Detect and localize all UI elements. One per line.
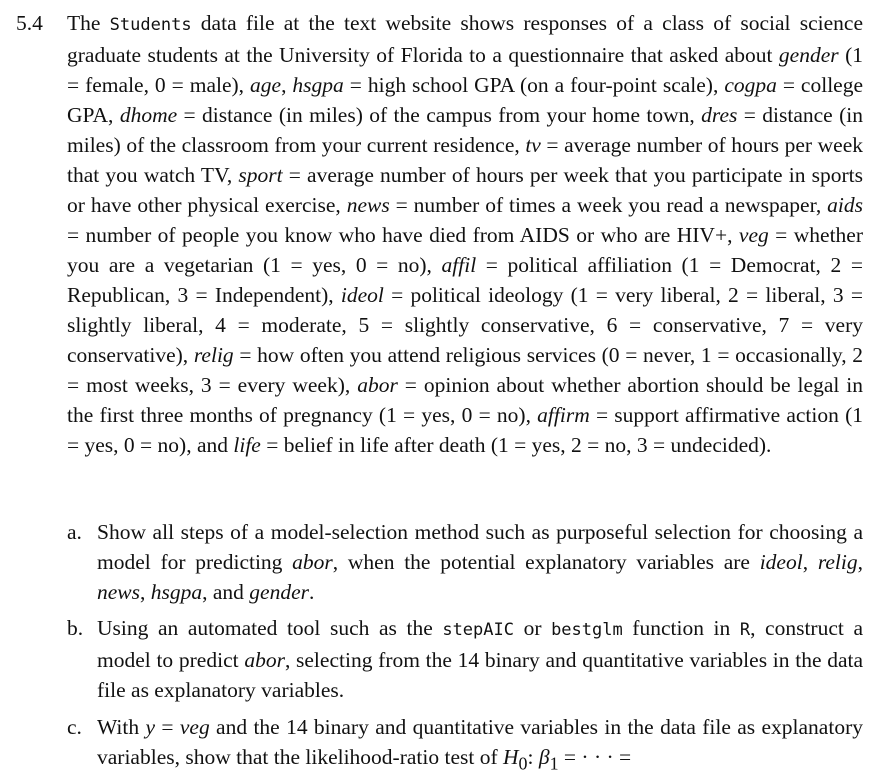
part-label: a. — [67, 520, 82, 544]
text: = · · · = — [558, 745, 632, 769]
var-veg: veg — [179, 715, 210, 739]
part-text — [97, 613, 863, 705]
var-gender: gender — [249, 580, 309, 604]
text: , and — [202, 580, 250, 604]
text: (1 = female, 0 = male), — [67, 43, 863, 97]
text: = high school GPA (on a four-point scale), — [343, 73, 725, 97]
var-dhome: dhome — [119, 103, 178, 127]
text: Show all steps of a model-selection method such as purposeful selection for choosing a model for predicting — [97, 520, 863, 574]
text: : — [527, 745, 539, 769]
text: The — [67, 11, 110, 35]
text: = distance (in miles) of the campus from your home town, — [177, 103, 702, 127]
exercise-statement — [67, 8, 863, 460]
var-ideol: ideol — [759, 550, 803, 574]
var-dres: dres — [701, 103, 738, 127]
text: = number of people you know who have died from AIDS or who are HIV+, — [67, 223, 739, 247]
text: or — [513, 616, 552, 640]
part-text — [97, 712, 863, 778]
subscript-1: 1 — [549, 753, 559, 774]
text: = distance (in miles) of the classroom from your current residence, — [67, 103, 863, 157]
exercise-number: 5.4 — [16, 11, 43, 35]
text: function in — [622, 616, 740, 640]
var-age: age — [250, 73, 282, 97]
var-gender: gender — [778, 43, 839, 67]
var-beta: β — [538, 745, 550, 769]
text: = number of times a week you read a newspaper, — [389, 193, 828, 217]
var-aids: aids — [827, 193, 863, 217]
var-y: y — [145, 715, 156, 739]
var-cogpa: cogpa — [724, 73, 777, 97]
text: , — [802, 550, 818, 574]
var-news: news — [346, 193, 390, 217]
code-bestglm: bestglm — [551, 620, 623, 640]
var-news: news — [97, 580, 140, 604]
part-a — [67, 517, 863, 607]
text: , selecting from the 14 binary and quantitative variables in the data file as explanatory variables. — [97, 648, 864, 702]
code-stepaic: stepAIC — [442, 620, 514, 640]
var-abor: abor — [292, 550, 333, 574]
text: = opinion about whether abortion should be legal in the first three months of pregnancy (1 = yes, 0 = no), — [67, 373, 864, 427]
text: = — [155, 715, 180, 739]
part-label: c. — [67, 715, 82, 739]
subscript-0: 0 — [518, 753, 528, 774]
text: = how often you attend religious services (0 = never, 1 = occasionally, 2 = most weeks, 3 = every week), — [67, 343, 863, 397]
text: With — [97, 715, 146, 739]
text: . — [309, 580, 315, 604]
text: = whether you are a vegetarian (1 = yes, 0 = no), — [67, 223, 863, 277]
part-text — [97, 517, 863, 607]
part-label: b. — [67, 616, 84, 640]
text: = support affirmative action (1 = yes, 0 = no), and — [67, 403, 863, 457]
var-life: life — [233, 433, 261, 457]
text: , — [857, 550, 863, 574]
text: Using an automated tool such as the — [97, 616, 443, 640]
text: = political affiliation (1 = Democrat, 2 = Republican, 3 = Independent), — [67, 253, 864, 307]
var-abor: abor — [357, 373, 398, 397]
var-affirm: affirm — [537, 403, 590, 427]
var-hsgpa: hsgpa — [292, 73, 344, 97]
var-relig: relig — [193, 343, 234, 367]
var-tv: tv — [525, 133, 541, 157]
text: , when the potential explanatory variables are — [332, 550, 760, 574]
var-veg: veg — [738, 223, 769, 247]
text: = college GPA, — [67, 73, 863, 127]
var-affil: affil — [441, 253, 477, 277]
text: , construct a model to predict — [97, 616, 863, 672]
var-h: H — [503, 745, 519, 769]
text: = political ideology (1 = very liberal, 2 = liberal, 3 = slightly liberal, 4 = moderate, 5 = slightly conservative, 6 = conservative, 7 = very conservative), — [67, 283, 863, 367]
part-b — [67, 613, 863, 705]
text: = average number of hours per week that you participate in sports or have other physical exercise, — [67, 163, 864, 217]
part-c — [67, 712, 863, 778]
text: = average number of hours per week that you watch TV, — [67, 133, 863, 187]
code-r: R — [739, 620, 751, 640]
var-abor: abor — [244, 648, 285, 672]
text: , — [140, 580, 151, 604]
text: = belief in life after death (1 = yes, 2 = no, 3 = undecided). — [260, 433, 772, 457]
code-students: Students — [109, 15, 192, 35]
text: , — [281, 73, 293, 97]
var-ideol: ideol — [340, 283, 384, 307]
var-relig: relig — [817, 550, 858, 574]
exercise-parts — [67, 517, 863, 778]
var-hsgpa: hsgpa — [150, 580, 203, 604]
var-sport: sport — [238, 163, 283, 187]
text: data file at the text website shows responses of a class of social science graduate students at the University of Florida to a questionnaire that asked about — [67, 11, 863, 67]
text: and the 14 binary and quantitative variables in the data file as explanatory variables, show that the likelihood-ratio test of — [97, 715, 863, 769]
